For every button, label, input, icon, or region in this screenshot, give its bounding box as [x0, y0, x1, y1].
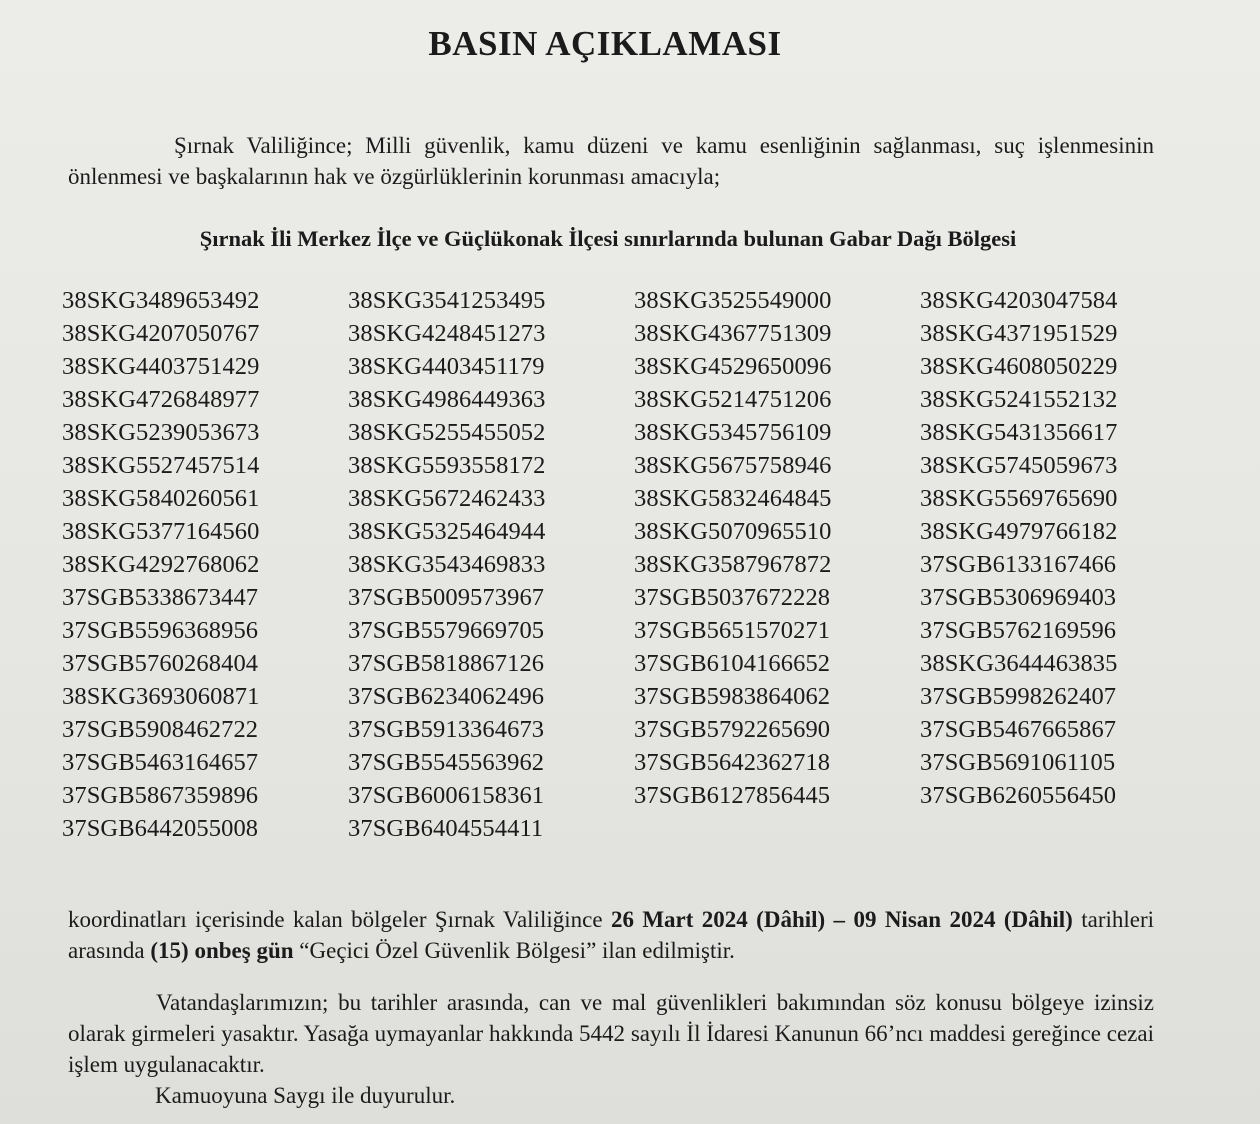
- region-heading: Şırnak İli Merkez İlçe ve Güçlükonak İlçesi sınırlarında bulunan Gabar Dağı Bölgesi: [199, 226, 1017, 251]
- coordinate-column: [920, 284, 1118, 812]
- declaration-text-3: “Geçici Özel Güvenlik Bölgesi” ilan edilmiştir.: [299, 938, 735, 963]
- coordinate-code: 38SKG5745059673: [920, 452, 1118, 479]
- coordinate-code: 37SGB5642362718: [634, 749, 831, 776]
- intro-paragraph: Şırnak Valiliğince; Milli güvenlik, kamu düzeni ve kamu esenliğinin sağlanması, suç işlenmesinin önlenmesi ve başkalarının hak ve özgürlüklerinin korunması amacıyla;: [68, 133, 1154, 189]
- coordinate-code: 37SGB5983864062: [634, 683, 831, 710]
- coordinate-code: 38SKG5070965510: [634, 518, 832, 545]
- coordinate-code: 37SGB6260556450: [920, 782, 1117, 809]
- coordinate-code: 37SGB5009573967: [348, 584, 545, 611]
- coordinate-code: 38SKG4203047584: [920, 287, 1118, 314]
- coordinate-code: 37SGB6442055008: [62, 815, 259, 842]
- coordinate-code: 37SGB5037672228: [634, 584, 831, 611]
- coordinate-code: 37SGB5691061105: [920, 749, 1116, 776]
- coordinate-code: 37SGB5818867126: [348, 650, 545, 677]
- coordinate-code: 37SGB6404554411: [348, 815, 544, 842]
- coordinate-code: 38SKG5672462433: [348, 485, 546, 512]
- coordinate-code: 38SKG3644463835: [920, 650, 1118, 677]
- coordinate-code: 37SGB5908462722: [62, 716, 259, 743]
- coordinate-code: 38SKG5832464845: [634, 485, 832, 512]
- coordinate-code: 38SKG5675758946: [634, 452, 832, 479]
- coordinate-code: 37SGB6127856445: [634, 782, 831, 809]
- coordinate-code: 38SKG3693060871: [62, 683, 260, 710]
- coordinate-code: 38SKG5569765690: [920, 485, 1118, 512]
- coordinate-code: 37SGB5338673447: [62, 584, 259, 611]
- coordinate-code: 37SGB5579669705: [348, 617, 545, 644]
- coordinate-code: 38SKG5527457514: [62, 452, 260, 479]
- date-range: 26 Mart 2024 (Dâhil) – 09 Nisan 2024 (Dâhil): [610, 907, 1073, 932]
- declaration-text-1: koordinatları içerisinde kalan bölgeler Şırnak Valiliğince: [68, 907, 603, 932]
- coordinate-code: 37SGB5762169596: [920, 617, 1117, 644]
- page-title: BASIN AÇIKLAMASI: [428, 24, 782, 63]
- coordinate-column: [634, 284, 832, 812]
- warning-paragraph: Vatandaşlarımızın; bu tarihler arasında, can ve mal güvenlikleri bakımından söz konusu bölgeye izinsiz olarak girmeleri yasaktır. Yasağa uymayanlar hakkında 5442 sayılı İl İdaresi Kanunun 66’ncı maddesi gereğince cezai işlem uygulanacaktır.: [68, 990, 1154, 1077]
- coordinate-code: 38SKG5345756109: [634, 419, 832, 446]
- coordinate-code: 37SGB5545563962: [348, 749, 545, 776]
- coordinate-code: 37SGB5913364673: [348, 716, 545, 743]
- coordinate-code: 37SGB5467665867: [920, 716, 1117, 743]
- coordinate-code: 37SGB6133167466: [920, 551, 1117, 578]
- coordinate-code: 37SGB5596368956: [62, 617, 259, 644]
- declaration-paragraph: [68, 904, 1154, 966]
- coordinate-code: 38SKG4726848977: [62, 386, 260, 413]
- coordinate-code: 38SKG5840260561: [62, 485, 260, 512]
- coordinate-code: 38SKG4608050229: [920, 353, 1118, 380]
- coordinate-column: [348, 284, 546, 845]
- coordinate-code: 38SKG4292768062: [62, 551, 260, 578]
- declaration-text-2: tarihleri arasında: [68, 907, 1155, 963]
- coordinate-code: 38SKG4371951529: [920, 320, 1118, 347]
- coordinate-code: 38SKG5593558172: [348, 452, 546, 479]
- coordinate-code: 38SKG5255455052: [348, 419, 546, 446]
- coordinate-code: 37SGB6006158361: [348, 782, 545, 809]
- coordinate-code: 37SGB6104166652: [634, 650, 831, 677]
- coordinate-code: 37SGB6234062496: [348, 683, 545, 710]
- coordinate-code: 38SKG5325464944: [348, 518, 546, 545]
- closing-line: Kamuoyuna Saygı ile duyurulur.: [155, 1083, 456, 1108]
- coordinate-code: 37SGB5867359896: [62, 782, 259, 809]
- coordinate-code: 38SKG5241552132: [920, 386, 1118, 413]
- coordinate-code: 38SKG5214751206: [634, 386, 832, 413]
- coordinate-code: 38SKG4979766182: [920, 518, 1118, 545]
- coordinate-code: 38SKG4367751309: [634, 320, 832, 347]
- coordinate-code: 38SKG5377164560: [62, 518, 260, 545]
- coordinate-code: 37SGB5463164657: [62, 749, 259, 776]
- coordinate-code: 38SKG3543469833: [348, 551, 546, 578]
- coordinate-code: 38SKG3541253495: [348, 287, 546, 314]
- coordinate-code: 37SGB5306969403: [920, 584, 1117, 611]
- coordinate-code: 38SKG4986449363: [348, 386, 546, 413]
- coordinate-code: 38SKG4248451273: [348, 320, 546, 347]
- coordinate-column: [62, 284, 260, 845]
- coordinate-code: 38SKG4207050767: [62, 320, 260, 347]
- coordinate-code: 37SGB5998262407: [920, 683, 1117, 710]
- coordinate-code: 38SKG3525549000: [634, 287, 832, 314]
- coordinate-code: 38SKG4403451179: [348, 353, 545, 380]
- coordinate-code: 37SGB5651570271: [634, 617, 831, 644]
- coordinate-code: 37SGB5792265690: [634, 716, 831, 743]
- coordinate-code: 37SGB5760268404: [62, 650, 259, 677]
- coordinate-code: 38SKG5431356617: [920, 419, 1118, 446]
- duration: (15) onbeş gün: [150, 938, 294, 963]
- coordinate-code: 38SKG3587967872: [634, 551, 832, 578]
- coordinate-code: 38SKG4529650096: [634, 353, 832, 380]
- coordinate-code: 38SKG4403751429: [62, 353, 260, 380]
- coordinate-code: 38SKG3489653492: [62, 287, 260, 314]
- coordinate-code: 38SKG5239053673: [62, 419, 260, 446]
